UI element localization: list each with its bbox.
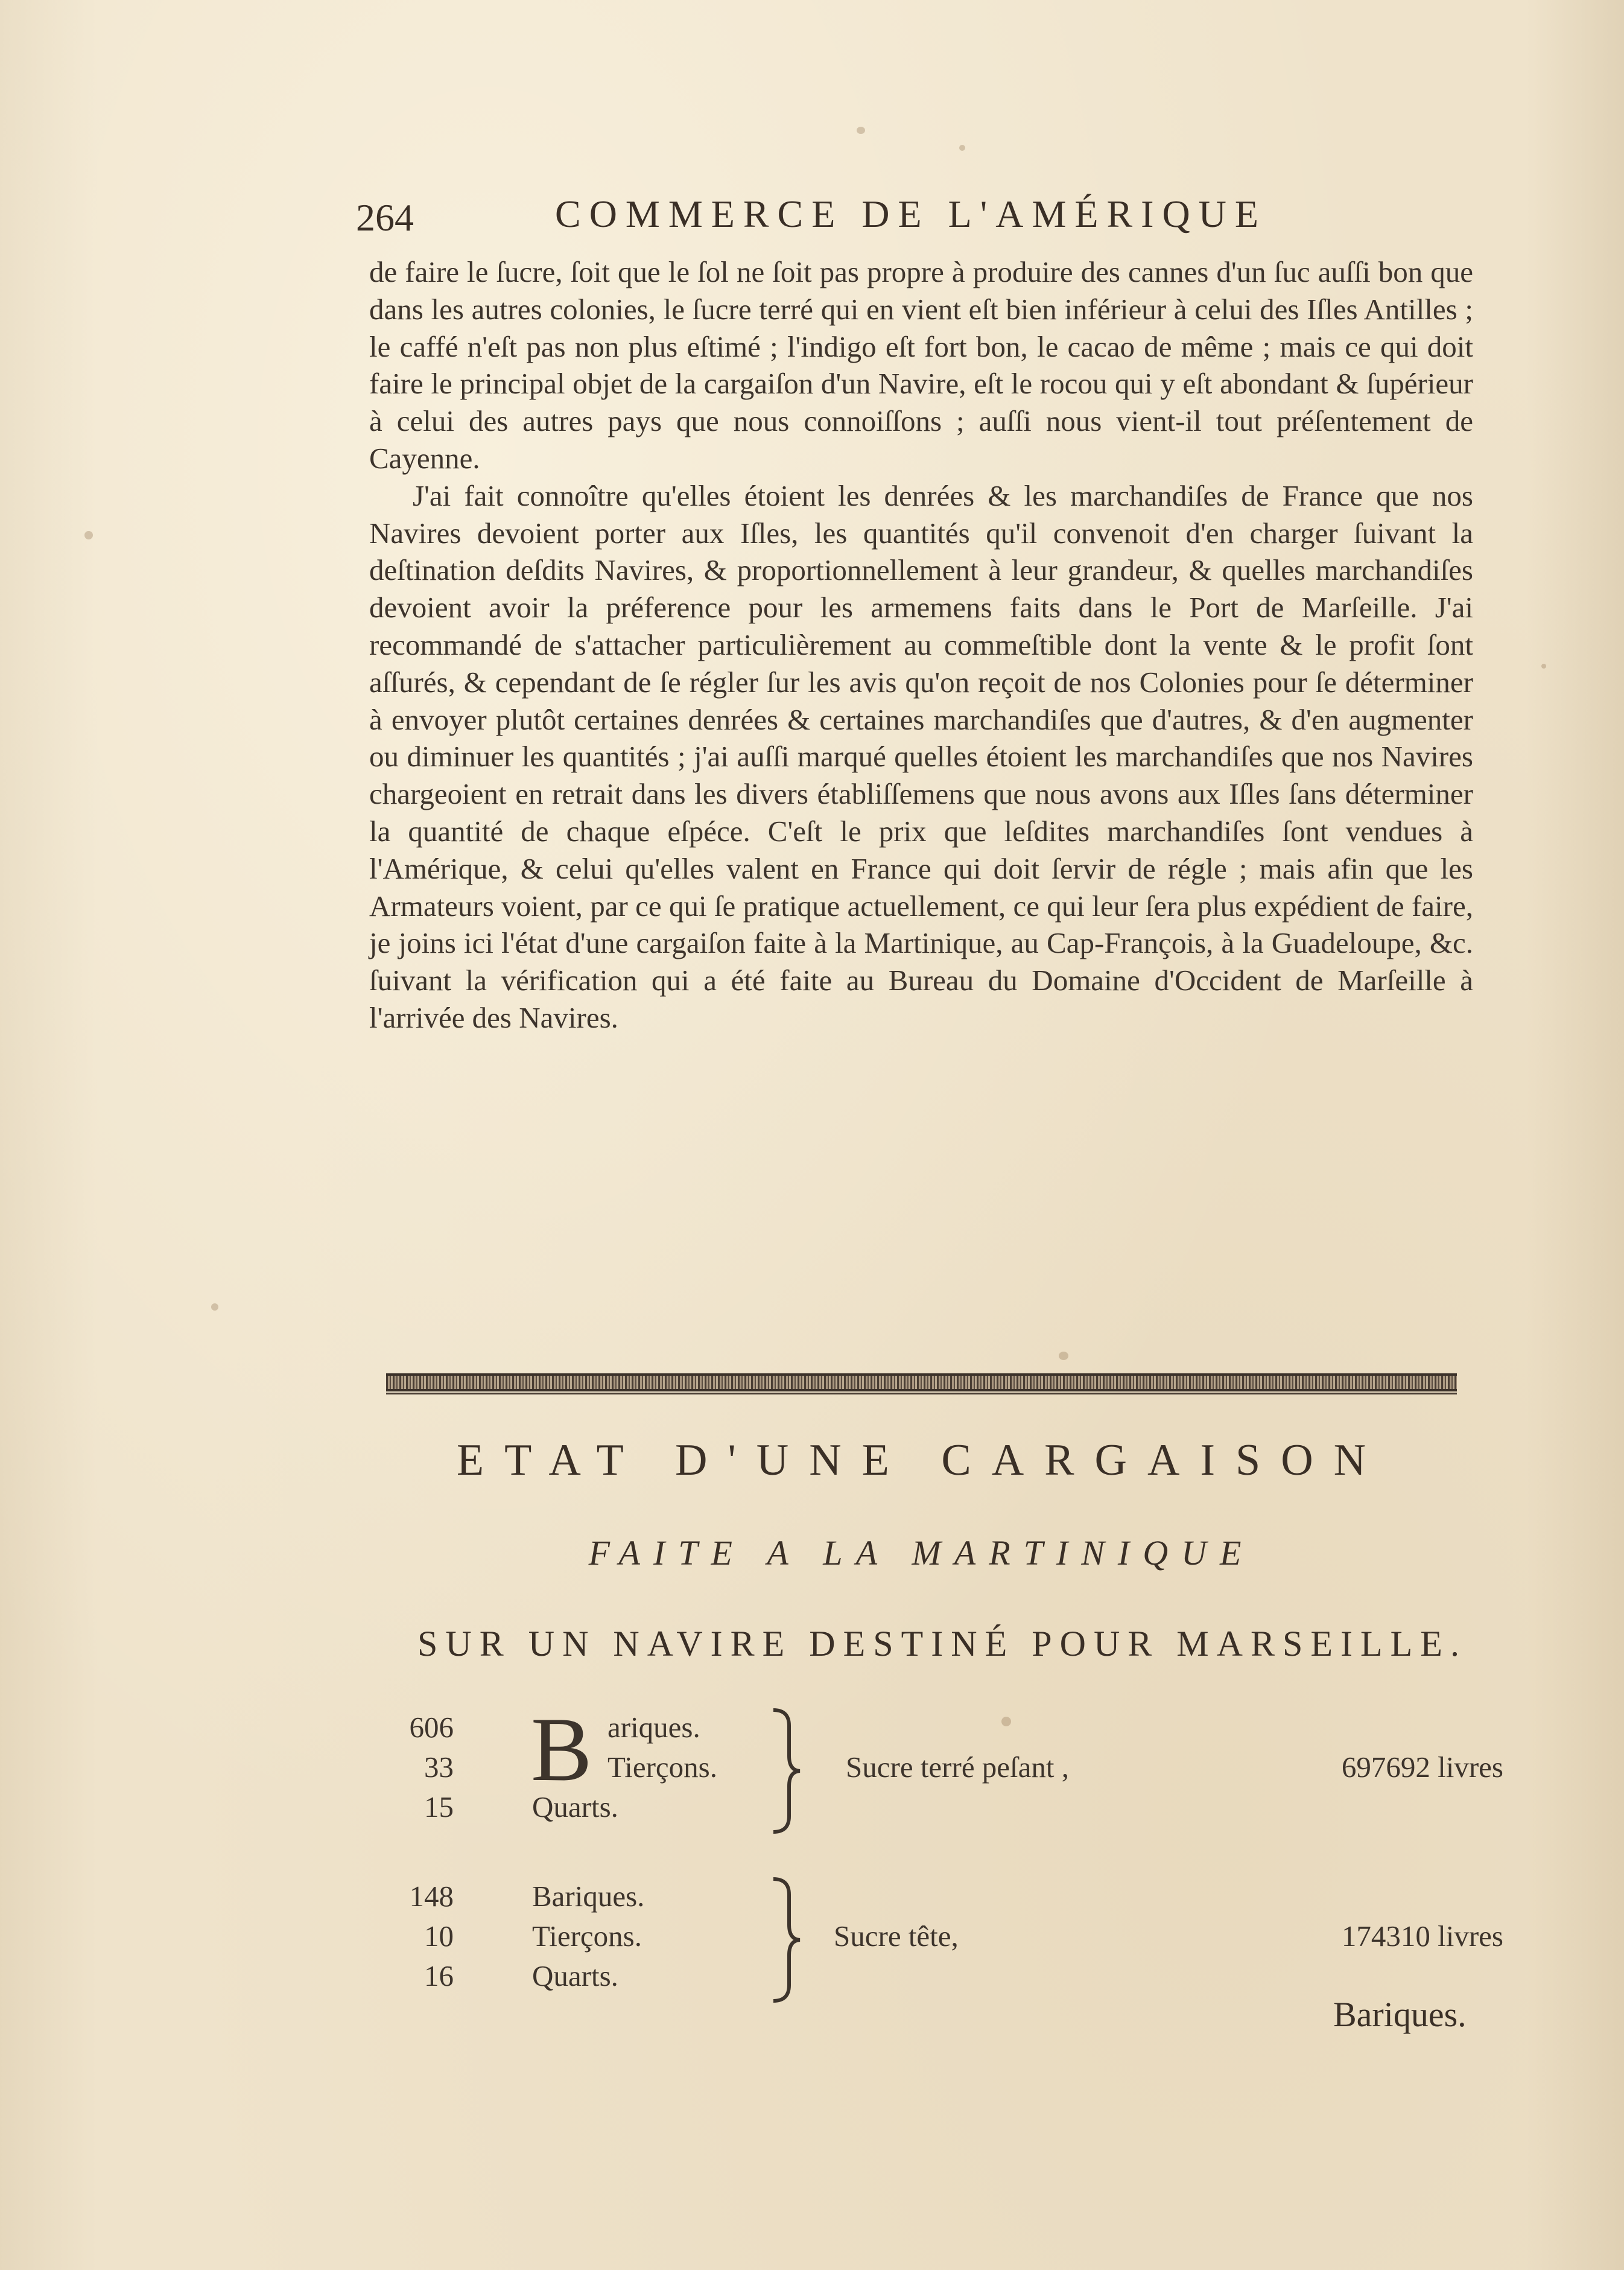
commodity: Sucre tête, xyxy=(834,1919,959,1953)
brace-icon xyxy=(767,1877,804,2003)
section-subtitle-destination: SUR UN NAVIRE DESTINÉ POUR MARSEILLE. xyxy=(417,1624,1467,1664)
foxing-spot xyxy=(211,1303,218,1311)
body-text xyxy=(369,253,1473,1037)
quantity: 10 xyxy=(424,1919,454,1953)
quantity: 33 xyxy=(424,1750,454,1784)
section-subtitle: FAITE A LA MARTINIQUE xyxy=(588,1533,1255,1572)
commodity: Sucre terré peſant , xyxy=(846,1750,1070,1784)
foxing-spot xyxy=(959,145,965,151)
weight: 174310 livres xyxy=(1341,1919,1503,1953)
page-header xyxy=(356,192,1381,246)
paragraph: J'ai fait connoître qu'elles étoient les denrées & les marchandiſes de France que nos Navires devoient porter aux Iſles, les quantités qu'il convenoit d'en charger ſuivant la deſtination deſdits Navires, & proportionnellement à leur grandeur, & quelles marchandiſes devoient avoir la préference pour les armemens faits dans le Port de Marſeille. J'ai recommandé de s'attacher particulièrement au commeſtible dont la vente & le profit ſont aſſurés, & cependant de ſe régler ſur les avis qu'on reçoit de nos Colonies pour ſe déterminer à envoyer plutôt certaines denrées & certaines marchandiſes que d'autres, & d'en augmenter ou diminuer les quantités ; j'ai auſſi marqué quelles étoient les marchandiſes que nos Navires chargeoient en retrait dans les divers établiſſemens que nous avons aux Iſles ſans déterminer la quantité de chaque eſpéce. C'eſt le prix que leſdites marchandiſes ſont vendues à l'Amérique, & celui qu'elles valent en France qui doit ſervir de régle ; mais afin que les Armateurs voient, par ce qui ſe pratique actuellement, ce qui leur ſera plus expédient de faire, je joins ici l'état d'une cargaiſon faite à la Martinique, au Cap-François, à la Guadeloupe, &c. ſuivant la vérification qui a été faite au Bureau du Domaine d'Occident de Marſeille à l'arrivée des Navires. xyxy=(369,478,1473,1034)
ornamental-rule xyxy=(386,1370,1457,1397)
drop-initial: B xyxy=(531,1699,592,1800)
cargo-group xyxy=(369,1699,1515,1846)
container-type: Bariques. xyxy=(532,1880,645,1913)
paragraph: de faire le ſucre, ſoit que le ſol ne ſoit pas propre à produire des cannes d'un ſuc auſſi bon que dans les autres colonies, le ſucre terré qui en vient eſt bien inférieur à celui des Iſles Antilles ; le caffé n'eſt pas non plus eſtimé ; l'indigo eſt fort bon, le cacao de même ; mais ce qui doit faire le principal objet de la cargaiſon d'un Navire, eſt le rocou qui y eſt abondant & ſupérieur à celui des autres pays que nous connoiſſons ; auſſi nous vient-il tout préſentement de Cayenne. xyxy=(369,255,1473,475)
quantity: 15 xyxy=(424,1790,454,1823)
quantity: 16 xyxy=(424,1959,454,1992)
weight: 697692 livres xyxy=(1341,1750,1503,1784)
section-title: ETAT D'UNE CARGAISON xyxy=(456,1435,1387,1485)
foxing-spot xyxy=(84,531,93,539)
quantity: 606 xyxy=(409,1711,454,1744)
ornament-band xyxy=(386,1373,1457,1391)
foxing-spot xyxy=(1059,1352,1068,1360)
quantity: 148 xyxy=(409,1880,454,1913)
catchword: Bariques. xyxy=(1333,1995,1467,2034)
ornament-line xyxy=(386,1393,1457,1394)
container-type: Tierçons. xyxy=(607,1750,717,1784)
container-type: Quarts. xyxy=(532,1959,618,1992)
running-title: COMMERCE DE L'AMÉRIQUE xyxy=(555,192,1267,235)
brace-icon xyxy=(767,1708,804,1834)
page-number: 264 xyxy=(356,196,414,239)
container-type: ariques. xyxy=(607,1711,700,1744)
container-type: Tierçons. xyxy=(532,1919,642,1953)
foxing-spot xyxy=(1541,664,1546,669)
foxing-spot xyxy=(857,127,865,134)
container-type: Quarts. xyxy=(532,1790,618,1823)
